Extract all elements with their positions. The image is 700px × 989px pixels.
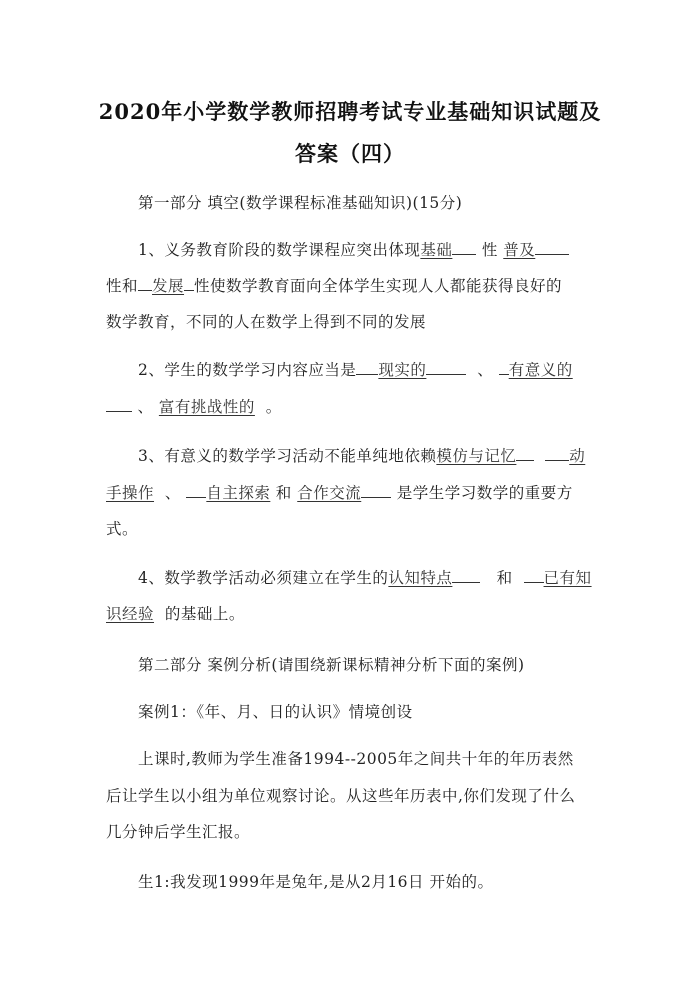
blank (452, 240, 476, 255)
q1-answer-1: 基础 (420, 241, 453, 259)
blank (499, 360, 509, 375)
q2-text: 、 (137, 398, 154, 416)
q2-text: 、 (477, 361, 494, 379)
document-title-line-1: 2020年小学数学教师招聘考试专业基础知识试题及 (98, 99, 602, 124)
q2-line-2 (106, 395, 282, 417)
q4-text: 4、数学教学活动必须建立在学生的 (138, 569, 389, 587)
q3-answer-4: 合作交流 (297, 484, 362, 502)
blank (535, 240, 569, 255)
case1-paragraph-line-2: 后让学生以小组为单位观察讨论。从这些年历表中,你们发现了什么 (106, 787, 576, 805)
q2-answer-2: 有意义的 (508, 361, 573, 379)
q3-line-3: 式。 (106, 520, 139, 538)
blank (426, 360, 466, 375)
q4-text: 的基础上。 (164, 605, 245, 623)
q4-text: 和 (496, 569, 513, 587)
q2-text: 2、学生的数学学习内容应当是 (138, 361, 357, 379)
q1-answer-2: 普及 (503, 241, 536, 259)
q4-line-2 (106, 602, 245, 624)
q1-text: 性和 (106, 277, 139, 295)
student-1-answer: 生1:我发现1999年是兔年,是从2月16日 开始的。 (138, 873, 494, 891)
case1-paragraph-line-1: 上课时,教师为学生准备1994--2005年之间共十年的年历表然 (138, 750, 574, 768)
blank (356, 360, 378, 375)
q1-line-3: 数学教育，不同的人在数学上得到不同的发展 (106, 313, 427, 331)
q1-text: 性 (476, 241, 498, 259)
q3-answer-3: 自主探索 (206, 484, 271, 502)
q3-line-2 (106, 481, 573, 503)
q1-answer-3: 发展 (152, 277, 185, 295)
q1-text: 1、义务教育阶段的数学课程应突出体现 (138, 241, 421, 259)
q1-line-1 (138, 238, 569, 260)
blank (516, 446, 534, 461)
blank (186, 483, 206, 498)
q2-answer-3: 富有挑战性的 (158, 398, 255, 416)
q2-line-1 (138, 358, 573, 380)
q4-line-1 (138, 566, 592, 588)
q3-answer-2: 动 (569, 447, 586, 465)
q1-line-2 (106, 274, 562, 296)
q3-text: 3、有意义的数学学习活动不能单纯地依赖 (138, 447, 437, 465)
case1-heading: 案例1：《年、月、日的认识》情境创设 (138, 703, 413, 721)
blank (452, 568, 480, 583)
document-title-line-2: 答案（四） (295, 141, 405, 166)
blank (361, 483, 391, 498)
blank (106, 397, 132, 412)
q1-text: 性使数学教育面向全体学生实现人人都能获得良好的 (194, 277, 563, 295)
q4-answer-1: 认知特点 (388, 569, 453, 587)
q2-answer-1: 现实的 (378, 361, 427, 379)
q3-line-1 (138, 444, 585, 466)
q3-answer-2-cont: 手操作 (106, 484, 155, 502)
q2-text: 。 (265, 398, 282, 416)
part1-heading: 第一部分 填空(数学课程标准基础知识)(15分) (138, 194, 463, 212)
q4-answer-2: 已有知 (543, 569, 592, 587)
q3-text: 是学生学习数学的重要方 (396, 484, 573, 502)
case1-paragraph-line-3: 几分钟后学生汇报。 (106, 823, 251, 841)
blank (524, 568, 544, 583)
q3-text: 和 (275, 484, 292, 502)
q4-answer-2-cont: 识经验 (106, 605, 155, 623)
blank (545, 446, 569, 461)
blank (184, 276, 194, 291)
part2-heading: 第二部分 案例分析(请围绕新课标精神分析下面的案例) (138, 656, 525, 674)
blank (138, 276, 152, 291)
q3-answer-1: 模仿与记忆 (436, 447, 517, 465)
q3-text: 、 (164, 484, 181, 502)
